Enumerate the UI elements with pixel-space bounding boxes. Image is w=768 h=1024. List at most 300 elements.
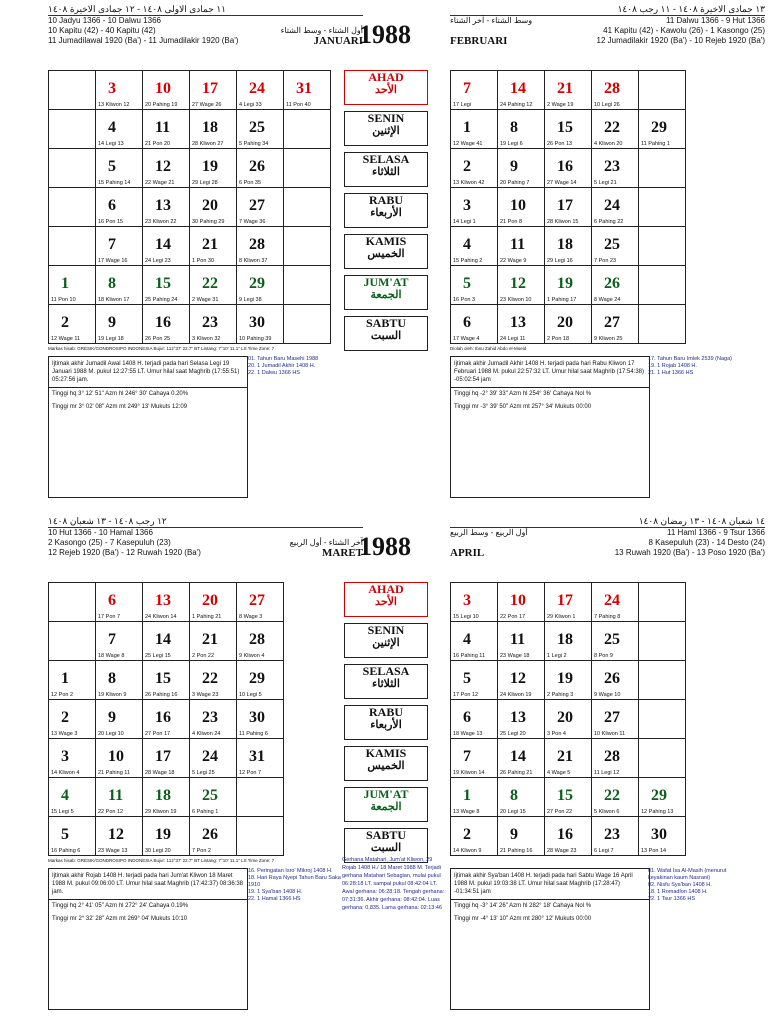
gregorian-date: 9 xyxy=(510,158,518,175)
date-cell[interactable] xyxy=(545,110,592,149)
date-cell[interactable] xyxy=(592,739,639,778)
gregorian-date: 27 xyxy=(249,592,265,609)
gregorian-date: 16 xyxy=(557,158,573,175)
date-cell[interactable] xyxy=(592,71,639,110)
date-cell[interactable] xyxy=(545,266,592,305)
date-cell[interactable] xyxy=(498,266,545,305)
pasaran-label: 1 Pon 30 xyxy=(192,258,215,264)
pasaran-label: 4 Legi 33 xyxy=(239,102,262,108)
pasaran-label: 22 Wage 21 xyxy=(145,180,175,186)
date-cell[interactable] xyxy=(284,149,331,188)
gregorian-date: 18 xyxy=(155,787,171,804)
date-cell[interactable] xyxy=(190,149,237,188)
gregorian-date: 17 xyxy=(202,80,218,97)
holidays-mar xyxy=(248,868,344,903)
date-cell[interactable] xyxy=(96,739,143,778)
date-cell[interactable] xyxy=(237,583,284,622)
date-cell[interactable] xyxy=(451,700,498,739)
date-cell[interactable] xyxy=(49,188,96,227)
dayname-arabic: الجمعة xyxy=(370,289,402,301)
date-cell[interactable] xyxy=(592,661,639,700)
gregorian-date: 12 xyxy=(155,158,171,175)
meta-jan: Markas hisab: GRESIK/GONDROSIPO INDONESIA Bujur: 112°37' 22.7" BT Lintang: 7°10' 11.1" LS Time Zone: 7 xyxy=(48,346,275,351)
gregorian-date: 10 xyxy=(108,748,124,765)
gregorian-date: 26 xyxy=(249,158,265,175)
gregorian-date: 20 xyxy=(202,592,218,609)
date-cell[interactable] xyxy=(498,149,545,188)
dayname-latin: SABTU xyxy=(365,828,406,842)
date-cell[interactable] xyxy=(190,583,237,622)
date-cell[interactable] xyxy=(143,700,190,739)
gregorian-date: 18 xyxy=(202,119,218,136)
pasaran-label: 4 Kliwon 24 xyxy=(192,731,221,737)
grid-row xyxy=(451,188,686,227)
pasaran-label: 12 Wage 11 xyxy=(51,336,81,342)
date-cell[interactable] xyxy=(237,110,284,149)
pasaran-label: 18 Kliwon 17 xyxy=(98,297,130,303)
date-cell[interactable] xyxy=(190,778,237,817)
pasaran-label: 4 Wage 5 xyxy=(547,770,571,776)
date-cell[interactable] xyxy=(545,305,592,344)
ijtimak-note: Ijtimak akhir Sya'ban 1408 H. terjadi pada hari Sabtu Wage 16 April 1988 M. pukul 19:03:38 LT. Umur hilal saat Maghrib (17:28:47) -01:34:51 jam xyxy=(451,869,649,900)
date-cell[interactable] xyxy=(49,778,96,817)
date-cell[interactable] xyxy=(49,266,96,305)
date-cell[interactable] xyxy=(639,817,686,856)
date-cell[interactable] xyxy=(592,622,639,661)
date-cell[interactable] xyxy=(237,739,284,778)
date-cell[interactable] xyxy=(451,817,498,856)
pasaran-label: 11 Pahing 1 xyxy=(641,141,670,147)
date-cell[interactable] xyxy=(451,305,498,344)
holiday: 22. 1 Dalwu 1366 HS xyxy=(248,370,300,376)
date-cell[interactable] xyxy=(49,817,96,856)
date-cell[interactable] xyxy=(451,583,498,622)
gregorian-date: 29 xyxy=(249,275,265,292)
date-cell[interactable] xyxy=(237,622,284,661)
date-cell[interactable] xyxy=(451,266,498,305)
date-cell[interactable] xyxy=(451,622,498,661)
pasaran-label: 28 Kliwon 27 xyxy=(192,141,224,147)
gregorian-date: 28 xyxy=(604,80,620,97)
date-cell[interactable] xyxy=(498,661,545,700)
gregorian-date: 9 xyxy=(108,314,116,331)
pasaran-label: 5 Pahing 34 xyxy=(239,141,269,147)
date-cell[interactable] xyxy=(545,700,592,739)
date-cell[interactable] xyxy=(451,188,498,227)
date-cell[interactable] xyxy=(49,583,96,622)
date-cell[interactable] xyxy=(284,110,331,149)
date-cell[interactable] xyxy=(592,266,639,305)
gregorian-date: 26 xyxy=(604,670,620,687)
holiday: 22. 1 Hamal 1366 HS xyxy=(248,896,301,902)
date-cell[interactable] xyxy=(284,305,331,344)
date-cell[interactable] xyxy=(237,149,284,188)
date-cell[interactable] xyxy=(639,188,686,227)
gregorian-date: 14 xyxy=(510,748,526,765)
date-cell[interactable] xyxy=(592,110,639,149)
pasaran-label: 13 Wage 8 xyxy=(453,809,480,815)
pasaran-label: 19 Kliwon 9 xyxy=(98,692,127,698)
gregorian-date: 14 xyxy=(155,236,171,253)
holidays-feb xyxy=(648,356,744,377)
pasaran-label: 13 Pon 14 xyxy=(641,848,667,854)
grid-row xyxy=(451,305,686,344)
gregorian-date: 22 xyxy=(604,119,620,136)
date-cell[interactable] xyxy=(143,817,190,856)
date-cell[interactable] xyxy=(284,71,331,110)
date-cell[interactable] xyxy=(96,71,143,110)
pasaran-label: 19 Legi 18 xyxy=(98,336,124,342)
date-cell[interactable] xyxy=(190,817,237,856)
line3: 13 Ruwah 1920 (Ba') - 13 Poso 1920 (Ba') xyxy=(614,548,765,557)
pasaran-label: 23 Kliwon 10 xyxy=(500,297,532,303)
date-cell[interactable] xyxy=(96,622,143,661)
pasaran-label: 24 Legi 11 xyxy=(500,336,526,342)
date-cell[interactable] xyxy=(96,305,143,344)
date-cell[interactable] xyxy=(592,188,639,227)
pasaran-label: 14 Legi 1 xyxy=(453,219,476,225)
date-cell[interactable] xyxy=(639,305,686,344)
dayname-latin: JUM'AT xyxy=(363,275,409,289)
date-cell[interactable] xyxy=(498,700,545,739)
date-cell[interactable] xyxy=(143,110,190,149)
pasaran-label: 26 Pahing 21 xyxy=(500,770,533,776)
date-cell[interactable] xyxy=(190,700,237,739)
date-cell[interactable] xyxy=(96,266,143,305)
pasaran-label: 5 Kliwon 6 xyxy=(594,809,620,815)
date-cell[interactable] xyxy=(49,110,96,149)
gregorian-date: 8 xyxy=(108,670,116,687)
pasaran-label: 21 Pon 20 xyxy=(145,141,171,147)
date-cell[interactable] xyxy=(143,71,190,110)
line3: 12 Jumadilakir 1920 (Ba') - 10 Rejeb 1920 (Ba') xyxy=(596,36,765,45)
dayname-latin: AHAD xyxy=(368,70,404,84)
date-cell[interactable] xyxy=(592,700,639,739)
date-cell[interactable] xyxy=(143,305,190,344)
line1: 11 Haml 1366 - 9 Tsur 1366 xyxy=(667,528,765,537)
pasaran-label: 21 Pon 8 xyxy=(500,219,523,225)
date-grid-apr xyxy=(450,582,686,856)
date-cell[interactable] xyxy=(284,266,331,305)
line2: 2 Kasongo (25) - 7 Kasepuluh (23) xyxy=(48,538,171,547)
pasaran-label: 2 Wage 31 xyxy=(192,297,219,303)
daynames-bottom xyxy=(344,582,428,869)
date-cell[interactable] xyxy=(498,817,545,856)
date-cell[interactable] xyxy=(237,661,284,700)
date-cell[interactable] xyxy=(639,661,686,700)
date-cell[interactable] xyxy=(237,227,284,266)
date-cell[interactable] xyxy=(284,227,331,266)
month-header-jan xyxy=(48,4,363,46)
date-cell[interactable] xyxy=(639,778,686,817)
gregorian-date: 19 xyxy=(557,275,573,292)
date-cell[interactable] xyxy=(592,149,639,188)
pasaran-label: 9 Wage 10 xyxy=(594,692,621,698)
gregorian-date: 29 xyxy=(651,787,667,804)
date-cell[interactable] xyxy=(190,110,237,149)
pasaran-label: 16 Pon 15 xyxy=(98,219,124,225)
date-cell[interactable] xyxy=(639,266,686,305)
date-cell[interactable] xyxy=(592,305,639,344)
date-cell[interactable] xyxy=(49,305,96,344)
date-cell[interactable] xyxy=(451,739,498,778)
date-cell[interactable] xyxy=(96,149,143,188)
pasaran-label: 20 Pahing 7 xyxy=(500,180,530,186)
gregorian-date: 6 xyxy=(463,314,471,331)
date-cell[interactable] xyxy=(96,817,143,856)
date-cell[interactable] xyxy=(639,583,686,622)
date-cell[interactable] xyxy=(237,817,284,856)
date-cell[interactable] xyxy=(190,305,237,344)
gregorian-date: 25 xyxy=(604,631,620,648)
date-cell[interactable] xyxy=(237,71,284,110)
date-cell[interactable] xyxy=(49,227,96,266)
date-cell[interactable] xyxy=(639,739,686,778)
date-cell[interactable] xyxy=(451,110,498,149)
gregorian-date: 5 xyxy=(463,275,471,292)
ar-range: ١٣ جمادى الاخيرة ١٤٠٨ - ١١ رجب ١٤٠٨ xyxy=(450,4,765,16)
date-cell[interactable] xyxy=(451,778,498,817)
pasaran-label: 22 Wage 9 xyxy=(500,258,527,264)
gregorian-date: 4 xyxy=(463,236,471,253)
date-cell[interactable] xyxy=(639,622,686,661)
grid-row xyxy=(451,110,686,149)
dayname-latin: AHAD xyxy=(368,582,404,596)
pasaran-label: 18 Wage 13 xyxy=(453,731,483,737)
date-cell[interactable] xyxy=(190,266,237,305)
dayname-arabic: الإثنين xyxy=(372,125,400,137)
date-cell[interactable] xyxy=(143,778,190,817)
date-cell[interactable] xyxy=(545,583,592,622)
line3: 11 Jumadilawal 1920 (Ba') - 11 Jumadilakir 1920 (Ba') xyxy=(48,36,239,45)
pasaran-label: 9 Kliwon 25 xyxy=(594,336,623,342)
pasaran-label: 22 Pon 17 xyxy=(500,614,526,620)
gregorian-date: 24 xyxy=(604,592,620,609)
date-cell[interactable] xyxy=(498,305,545,344)
date-cell[interactable] xyxy=(451,227,498,266)
gregorian-date: 13 xyxy=(155,592,171,609)
date-cell[interactable] xyxy=(96,110,143,149)
date-cell[interactable] xyxy=(49,71,96,110)
gregorian-date: 23 xyxy=(202,314,218,331)
dayname-arabic: الأربعاء xyxy=(370,719,402,731)
holiday: 22. 1 Tsur 1366 HS xyxy=(648,896,695,902)
date-cell[interactable] xyxy=(639,71,686,110)
date-cell[interactable] xyxy=(498,622,545,661)
date-cell[interactable] xyxy=(96,778,143,817)
date-cell[interactable] xyxy=(49,700,96,739)
dayname-jumat xyxy=(344,787,428,822)
date-cell[interactable] xyxy=(96,188,143,227)
dayname-latin: KAMIS xyxy=(365,234,407,248)
pasaran-label: 2 Pahing 3 xyxy=(547,692,574,698)
pasaran-label: 6 Pon 35 xyxy=(239,180,262,186)
dayname-arabic: الأربعاء xyxy=(370,207,402,219)
date-cell[interactable] xyxy=(592,227,639,266)
gregorian-date: 13 xyxy=(155,197,171,214)
gregorian-date: 4 xyxy=(463,631,471,648)
date-cell[interactable] xyxy=(190,739,237,778)
hilal-row-1: Tinggi hq 2° 41' 05" Azm hl 272° 24' Cahaya 0.19% xyxy=(52,903,189,909)
grid-row xyxy=(49,305,331,344)
date-cell[interactable] xyxy=(545,149,592,188)
pasaran-label: 3 Wage 23 xyxy=(192,692,219,698)
line3: 12 Rejeb 1920 (Ba') - 12 Ruwah 1920 (Ba') xyxy=(48,548,201,557)
pasaran-label: 16 Pahing 6 xyxy=(51,848,81,854)
date-cell[interactable] xyxy=(498,583,545,622)
hilal-row-1: Tinggi hq -2° 39' 33" Azm hl 254° 36' Cahaya Nol % xyxy=(454,391,592,397)
date-cell[interactable] xyxy=(49,661,96,700)
pasaran-label: 12 Wage 41 xyxy=(453,141,483,147)
year-top: 1988 xyxy=(359,20,411,49)
pasaran-label: 19 Kliwon 14 xyxy=(453,770,485,776)
date-cell[interactable] xyxy=(190,661,237,700)
date-cell[interactable] xyxy=(592,817,639,856)
pasaran-label: 2 Pon 18 xyxy=(547,336,570,342)
pasaran-label: 8 Wage 24 xyxy=(594,297,621,303)
date-cell[interactable] xyxy=(96,227,143,266)
date-cell[interactable] xyxy=(190,188,237,227)
pasaran-label: 17 Wage 4 xyxy=(453,336,480,342)
date-cell[interactable] xyxy=(545,661,592,700)
date-cell[interactable] xyxy=(237,266,284,305)
pasaran-label: 14 Kliwon 9 xyxy=(453,848,482,854)
grid-row xyxy=(49,227,331,266)
date-cell[interactable] xyxy=(498,188,545,227)
date-cell[interactable] xyxy=(284,188,331,227)
holiday: 18. 1 Romadlon 1408 H. xyxy=(648,889,708,895)
pasaran-label: 29 Kliwon 19 xyxy=(145,809,177,815)
gregorian-date: 10 xyxy=(155,80,171,97)
gregorian-date: 4 xyxy=(108,119,116,136)
date-cell[interactable] xyxy=(498,739,545,778)
date-cell[interactable] xyxy=(143,149,190,188)
gregorian-date: 10 xyxy=(510,592,526,609)
date-cell[interactable] xyxy=(498,227,545,266)
grid-row xyxy=(451,149,686,188)
gregorian-date: 2 xyxy=(463,158,471,175)
date-cell[interactable] xyxy=(498,71,545,110)
gregorian-date: 3 xyxy=(463,592,471,609)
gregorian-date: 12 xyxy=(510,670,526,687)
date-cell[interactable] xyxy=(143,739,190,778)
dayname-arabic: الخميس xyxy=(367,248,405,260)
holiday: 21. 1 Hut 1366 HS xyxy=(648,370,694,376)
date-cell[interactable] xyxy=(545,188,592,227)
pasaran-label: 6 Legi 7 xyxy=(594,848,614,854)
date-cell[interactable] xyxy=(451,149,498,188)
holiday: 01. Wafat Isa Al-Masih (menurut keyakinan kaum Nasrani) xyxy=(648,868,727,881)
date-cell[interactable] xyxy=(96,583,143,622)
date-cell[interactable] xyxy=(639,700,686,739)
date-cell[interactable] xyxy=(49,739,96,778)
date-cell[interactable] xyxy=(237,778,284,817)
gregorian-date: 24 xyxy=(202,748,218,765)
gregorian-date: 24 xyxy=(249,80,265,97)
pasaran-label: 16 Pon 3 xyxy=(453,297,476,303)
date-cell[interactable] xyxy=(143,622,190,661)
gregorian-date: 12 xyxy=(510,275,526,292)
date-cell[interactable] xyxy=(592,583,639,622)
dayname-rabu xyxy=(344,193,428,228)
hilal-row-1: Tinggi hq -3° 14' 26" Azm hl 282° 18' Cahaya Nol % xyxy=(454,903,592,909)
gregorian-date: 20 xyxy=(557,709,573,726)
date-cell[interactable] xyxy=(498,110,545,149)
pasaran-label: 21 Pahing 16 xyxy=(500,848,533,854)
date-cell[interactable] xyxy=(96,700,143,739)
gregorian-date: 26 xyxy=(202,826,218,843)
date-cell[interactable] xyxy=(451,661,498,700)
meta-mar: Markas hisab: GRESIK/GONDROSIPO INDONESIA Bujur: 112°37' 22.7" BT Lintang: 7°10' 11.1" LS Time Zone: 7 xyxy=(48,858,275,863)
date-cell[interactable] xyxy=(237,188,284,227)
pasaran-label: 11 Pon 40 xyxy=(286,102,311,108)
date-cell[interactable] xyxy=(190,622,237,661)
ijtimak-note: Ijtimak akhir Jumadil Akhir 1408 H. terjadi pada hari Rabu Kliwon 17 Februari 1988 M. pukul 22:57:32 LT. Umur hilal saat Maghrib (17:54:38) -05:02:54 jam xyxy=(451,357,649,388)
date-cell[interactable] xyxy=(639,227,686,266)
pasaran-label: 19 Legi 6 xyxy=(500,141,523,147)
date-cell[interactable] xyxy=(190,227,237,266)
date-cell[interactable] xyxy=(498,778,545,817)
date-cell[interactable] xyxy=(143,188,190,227)
date-cell[interactable] xyxy=(49,622,96,661)
date-cell[interactable] xyxy=(545,817,592,856)
gregorian-date: 5 xyxy=(463,670,471,687)
date-cell[interactable] xyxy=(237,305,284,344)
pasaran-label: 14 Kliwon 4 xyxy=(51,770,80,776)
date-cell[interactable] xyxy=(545,71,592,110)
pasaran-label: 11 Pahing 6 xyxy=(239,731,268,737)
date-cell[interactable] xyxy=(639,149,686,188)
grid-row xyxy=(451,583,686,622)
date-cell[interactable] xyxy=(143,266,190,305)
dayname-latin: SELASA xyxy=(362,664,410,678)
date-cell[interactable] xyxy=(96,661,143,700)
date-cell[interactable] xyxy=(143,227,190,266)
grid-row xyxy=(451,71,686,110)
pasaran-label: 1 Pahing 21 xyxy=(192,614,222,620)
date-cell[interactable] xyxy=(143,661,190,700)
pasaran-label: 27 Pon 22 xyxy=(547,809,573,815)
date-cell[interactable] xyxy=(545,227,592,266)
pasaran-label: 24 Legi 23 xyxy=(145,258,171,264)
date-cell[interactable] xyxy=(451,71,498,110)
dayname-senin xyxy=(344,623,428,658)
pasaran-label: 2 Pon 22 xyxy=(192,653,215,659)
month-name: APRIL xyxy=(450,547,485,559)
gregorian-date: 30 xyxy=(249,314,265,331)
gregorian-date: 18 xyxy=(557,631,573,648)
date-cell[interactable] xyxy=(639,110,686,149)
pasaran-label: 18 Wage 8 xyxy=(98,653,125,659)
date-cell[interactable] xyxy=(237,700,284,739)
gregorian-date: 25 xyxy=(249,119,265,136)
date-cell[interactable] xyxy=(545,739,592,778)
pasaran-label: 8 Kliwon 37 xyxy=(239,258,268,264)
gregorian-date: 27 xyxy=(604,709,620,726)
date-cell[interactable] xyxy=(592,778,639,817)
date-cell[interactable] xyxy=(545,622,592,661)
date-cell[interactable] xyxy=(49,149,96,188)
gregorian-date: 21 xyxy=(557,748,573,765)
gregorian-date: 26 xyxy=(604,275,620,292)
gregorian-date: 1 xyxy=(463,787,471,804)
grid-row xyxy=(49,739,284,778)
date-cell[interactable] xyxy=(190,71,237,110)
date-cell[interactable] xyxy=(545,778,592,817)
date-cell[interactable] xyxy=(143,583,190,622)
gregorian-date: 11 xyxy=(510,631,526,648)
dayname-arabic: الثلاثاء xyxy=(372,678,400,690)
